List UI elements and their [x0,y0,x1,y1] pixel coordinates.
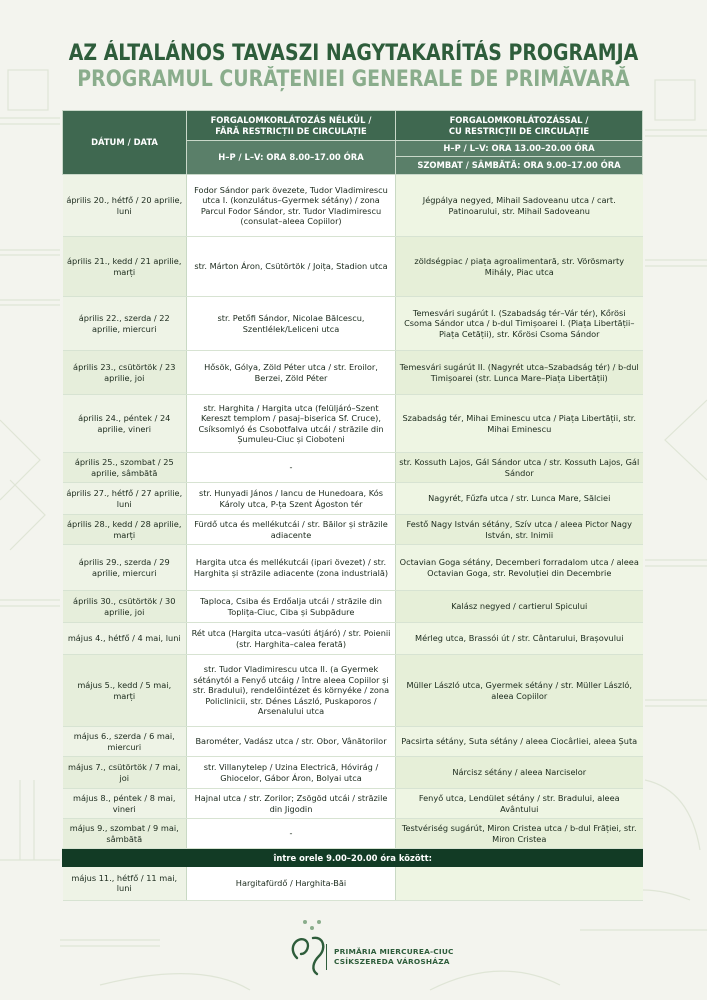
row-date: április 30., csütörtök / 30 aprilie, joi [63,591,187,623]
table-row [63,545,643,591]
row-with-restriction: Fenyő utca, Lendület sétány / str. Bradului, aleea Avântului [396,789,643,819]
table-row [63,819,643,849]
row-date: április 22., szerda / 22 aprilie, miercuri [63,297,187,351]
date-column-header: DÁTUM / DATA [63,111,187,175]
row-without-restriction: str. Tudor Vladimirescu utca II. (a Gyermek sétánytól a Fenyő utcáig / între aleea Copiilor și str. Bradului), rendelőintézet és környéke / zona Policlinicii, str. Dénes László, Puskaporos / Arsenalului utca [187,655,396,727]
table-row [63,789,643,819]
row-with-restriction: Temesvári sugárút I. (Szabadság tér–Vár tér), Kőrösi Csoma Sándor utca / b-dul Timișoarei I. (Piața Libertății–Piața Cetății), str. Kőrösi Csoma Sándor [396,297,643,351]
row-with-restriction: str. Kossuth Lajos, Gál Sándor utca / str. Kossuth Lajos, Gál Sándor [396,453,643,483]
row-without-restriction: Fürdő utca és mellékutcái / str. Băilor și străzile adiacente [187,515,396,545]
last-row-empty [396,867,643,901]
row-without-restriction: Hargita utca és mellékutcái (ipari övezet) / str. Harghita și străzile adiacente (zona industrială) [187,545,396,591]
schedule-table [62,110,643,901]
row-without-restriction: - [187,453,396,483]
row-date: április 24., péntek / 24 aprilie, vineri [63,395,187,453]
row-without-restriction: str. Harghita / Hargita utca (felüljáró–Szent Kereszt templom / pasaj–biserica Sf. Cruce), Csíksomlyó és Csobotfalva utcái / străzile din Șumuleu-Ciuc și Cioboteni [187,395,396,453]
row-date: április 28., kedd / 28 aprilie, marți [63,515,187,545]
table-row [63,655,643,727]
row-date: május 4., hétfő / 4 mai, luni [63,623,187,655]
row-with-restriction: Nagyrét, Fűzfa utca / str. Lunca Mare, Sălciei [396,483,643,515]
row-with-restriction: Kalász negyed / cartierul Spicului [396,591,643,623]
last-row-place: Hargitafürdő / Harghita-Băi [187,867,396,901]
table-row [63,351,643,395]
row-without-restriction: Fodor Sándor park övezete, Tudor Vladimirescu utca I. (konzulátus–Gyermek sétány) / zona Parcul Fodor Sándor, str. Tudor Vladimirescu (consulat–aleea Copiilor) [187,175,396,237]
row-date: április 27., hétfő / 27 aprilie, luni [63,483,187,515]
row-date: április 21., kedd / 21 aprilie, marți [63,237,187,297]
row-date: április 20., hétfő / 20 aprilie, luni [63,175,187,237]
row-without-restriction: Hajnal utca / str. Zorilor; Zsögöd utcái / străzile din Jigodin [187,789,396,819]
row-without-restriction: str. Hunyadi János / Iancu de Hunedoara, Kós Károly utca, P-ța Szent Ágoston tér [187,483,396,515]
table-row [63,757,643,789]
row-with-restriction: Nárcisz sétány / aleea Narciselor [396,757,643,789]
hours-with-restriction-saturday: SZOMBAT / SÂMBĂTĂ: ORA 9.00–17.00 ÓRA [396,157,643,175]
row-date: május 8., péntek / 8 mai, vineri [63,789,187,819]
title-hungarian: AZ ÁLTALÁNOS TAVASZI NAGYTAKARÍTÁS PROGRAMJA [68,41,639,66]
table-row [63,623,643,655]
row-date: május 6., szerda / 6 mai, miercuri [63,727,187,757]
without-restriction-header: FORGALOMKORLÁTOZÁS NÉLKÜL / FĂRĂ RESTRICȚII DE CIRCULAȚIE [187,111,396,141]
row-with-restriction: Testvériség sugárút, Miron Cristea utca / b-dul Frăției, str. Miron Cristea [396,819,643,849]
row-with-restriction: Müller László utca, Gyermek sétány / str. Müller László, aleea Copiilor [396,655,643,727]
row-without-restriction: - [187,819,396,849]
table-row [63,297,643,351]
hours-with-restriction-weekday: H–P / L–V: ORA 13.00–20.00 ÓRA [396,141,643,157]
row-date: április 25., szombat / 25 aprilie, sâmbătă [63,453,187,483]
table-row [63,175,643,237]
time-band: între orele 9.00–20.00 óra között: [63,849,643,867]
row-with-restriction: Octavian Goga sétány, Decemberi forradalom utca / aleea Octavian Goga, str. Revoluției din Decembrie [396,545,643,591]
with-restriction-header: FORGALOMKORLÁTOZÁSSAL / CU RESTRICȚII DE CIRCULAȚIE [396,111,643,141]
row-without-restriction: Rét utca (Hargita utca–vasúti átjáró) / str. Poienii (str. Harghita–calea ferată) [187,623,396,655]
row-without-restriction: Hősök, Gólya, Zöld Péter utca / str. Eroilor, Berzei, Zöld Péter [187,351,396,395]
logo-line-ro: PRIMĂRIA MIERCUREA-CIUC [334,947,454,956]
table-row [63,591,643,623]
row-with-restriction: zöldségpiac / piața agroalimentară, str. Vörösmarty Mihály, Piac utca [396,237,643,297]
row-without-restriction: Barométer, Vadász utca / str. Obor, Vânătorilor [187,727,396,757]
row-date: május 5., kedd / 5 mai, marți [63,655,187,727]
table-row [63,515,643,545]
row-without-restriction: str. Petőfi Sándor, Nicolae Bălcescu, Szentlélek/Leliceni utca [187,297,396,351]
row-with-restriction: Temesvári sugárút II. (Nagyrét utca–Szabadság tér) / b-dul Timișoarei (str. Lunca Mare–Piața Libertății) [396,351,643,395]
row-date: május 7., csütörtök / 7 mai, joi [63,757,187,789]
row-with-restriction: Mérleg utca, Brassói út / str. Cântarului, Brașovului [396,623,643,655]
table-row [63,727,643,757]
logo-text [334,947,454,967]
table-row [63,453,643,483]
row-with-restriction: Jégpálya negyed, Mihail Sadoveanu utca / cart. Patinoarului, str. Mihail Sadoveanu [396,175,643,237]
row-date: április 29., szerda / 29 aprilie, miercuri [63,545,187,591]
title-romanian: PROGRAMUL CURĂȚENIEI GENERALE DE PRIMĂVARĂ [77,67,630,92]
row-without-restriction: Taploca, Csiba és Erdőalja utcái / străzile din Toplița-Ciuc, Ciba și Subpădure [187,591,396,623]
row-with-restriction: Festő Nagy István sétány, Szív utca / aleea Pictor Nagy István, str. Inimii [396,515,643,545]
logo-line-hu: CSÍKSZEREDA VÁROSHÁZA [334,957,450,966]
row-with-restriction: Pacsirta sétány, Suta sétány / aleea Ciocârliei, aleea Șuta [396,727,643,757]
table-row [63,395,643,453]
table-row [63,237,643,297]
row-date: április 23., csütörtök / 23 aprilie, joi [63,351,187,395]
row-without-restriction: str. Márton Áron, Csütörtök / Joița, Stadion utca [187,237,396,297]
row-date: május 9., szombat / 9 mai, sâmbătă [63,819,187,849]
hours-without-restriction: H–P / L–V: ORA 8.00–17.00 ÓRA [187,141,396,175]
last-row-date: május 11., hétfő / 11 mai, luni [63,867,187,901]
logo-divider [326,944,327,970]
row-without-restriction: str. Villanytelep / Uzina Electrică, Hóvirág / Ghiocelor, Gábor Áron, Bolyai utca [187,757,396,789]
table-row [63,483,643,515]
row-with-restriction: Szabadság tér, Mihai Eminescu utca / Piața Libertății, str. Mihai Eminescu [396,395,643,453]
